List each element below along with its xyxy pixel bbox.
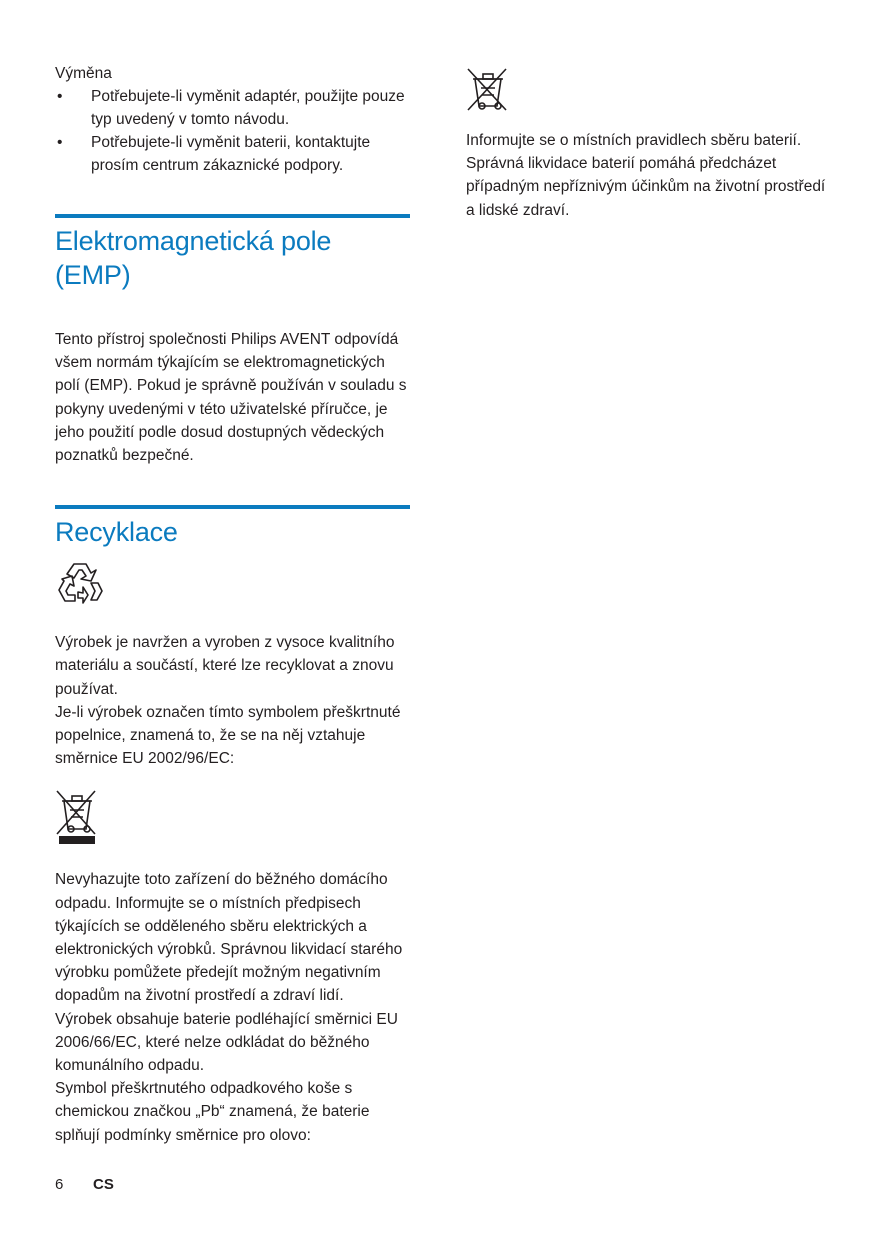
recycling-paragraph-5: Symbol přeškrtnutého odpadkového koše s chemickou značkou „Pb“ znamená, že baterie splňují podmínky směrnice pro olovo: [55, 1080, 370, 1144]
emf-paragraph: Tento přístroj společnosti Philips AVENT odpovídá všem normám týkajícím se elektromagnetických polí (EMP). Pokud je správně používán v souladu s pokyny uvedenými v této uživatelské příručce, je jeho použití podle dosud dostupných vědeckých poznatků bezpečné. [55, 331, 407, 465]
list-item: • Potřebujete-li vyměnit baterii, kontaktujte prosím centrum zákaznické podpory. [57, 134, 371, 174]
recycling-paragraph-3: Nevyhazujte toto zařízení do běžného domácího odpadu. Informujte se o místních předpisech týkajících se odděleného sběru elektrických a elektronických výrobků. Správnou likvidací starého výrobku pomůžete předejít možným negativním dopadům na životní prostředí a zdraví lidí. [55, 871, 403, 1005]
section-divider [55, 505, 410, 509]
recycling-heading: Recyklace [55, 517, 178, 548]
crossed-bin-battery-icon [466, 66, 510, 112]
list-item-text: Potřebujete-li vyměnit adaptér, použijte pouze typ uvedený v tomto návodu. [91, 88, 405, 128]
list-item: • Potřebujete-li vyměnit adaptér, použijte pouze typ uvedený v tomto návodu. [57, 88, 405, 128]
recycling-paragraph-4: Výrobek obsahuje baterie podléhající směrnici EU 2006/66/EC, které nelze odkládat do běžného komunálního odpadu. [55, 1010, 398, 1075]
replacement-list [55, 85, 411, 177]
language-code: CS [93, 1176, 114, 1193]
recycle-icon [55, 559, 105, 609]
left-column [55, 62, 411, 1147]
list-item-text: Potřebujete-li vyměnit baterii, kontaktujte prosím centrum zákaznické podpory. [91, 134, 371, 174]
replacement-title: Výměna [55, 65, 112, 82]
crossed-bin-icon [55, 788, 99, 850]
section-divider [55, 214, 410, 218]
page-number: 6 [55, 1176, 64, 1193]
recycling-paragraph-2: Je-li výrobek označen tímto symbolem přeškrtnuté popelnice, znamená to, že se na něj vztahuje směrnice EU 2002/96/EC: [55, 703, 401, 768]
emf-heading: Elektromagnetická pole (EMP) [55, 226, 332, 290]
recycling-paragraph-1: Výrobek je navržen a vyroben z vysoce kvalitního materiálu a součástí, které lze recyklovat a znovu používat. [55, 634, 395, 698]
right-column [466, 66, 826, 222]
page-footer [55, 1176, 114, 1193]
battery-paragraph: Informujte se o místních pravidlech sběru baterií. Správná likvidace baterií pomáhá předcházet případným nepříznivým účinkům na životní prostředí a lidské zdraví. [466, 132, 826, 219]
